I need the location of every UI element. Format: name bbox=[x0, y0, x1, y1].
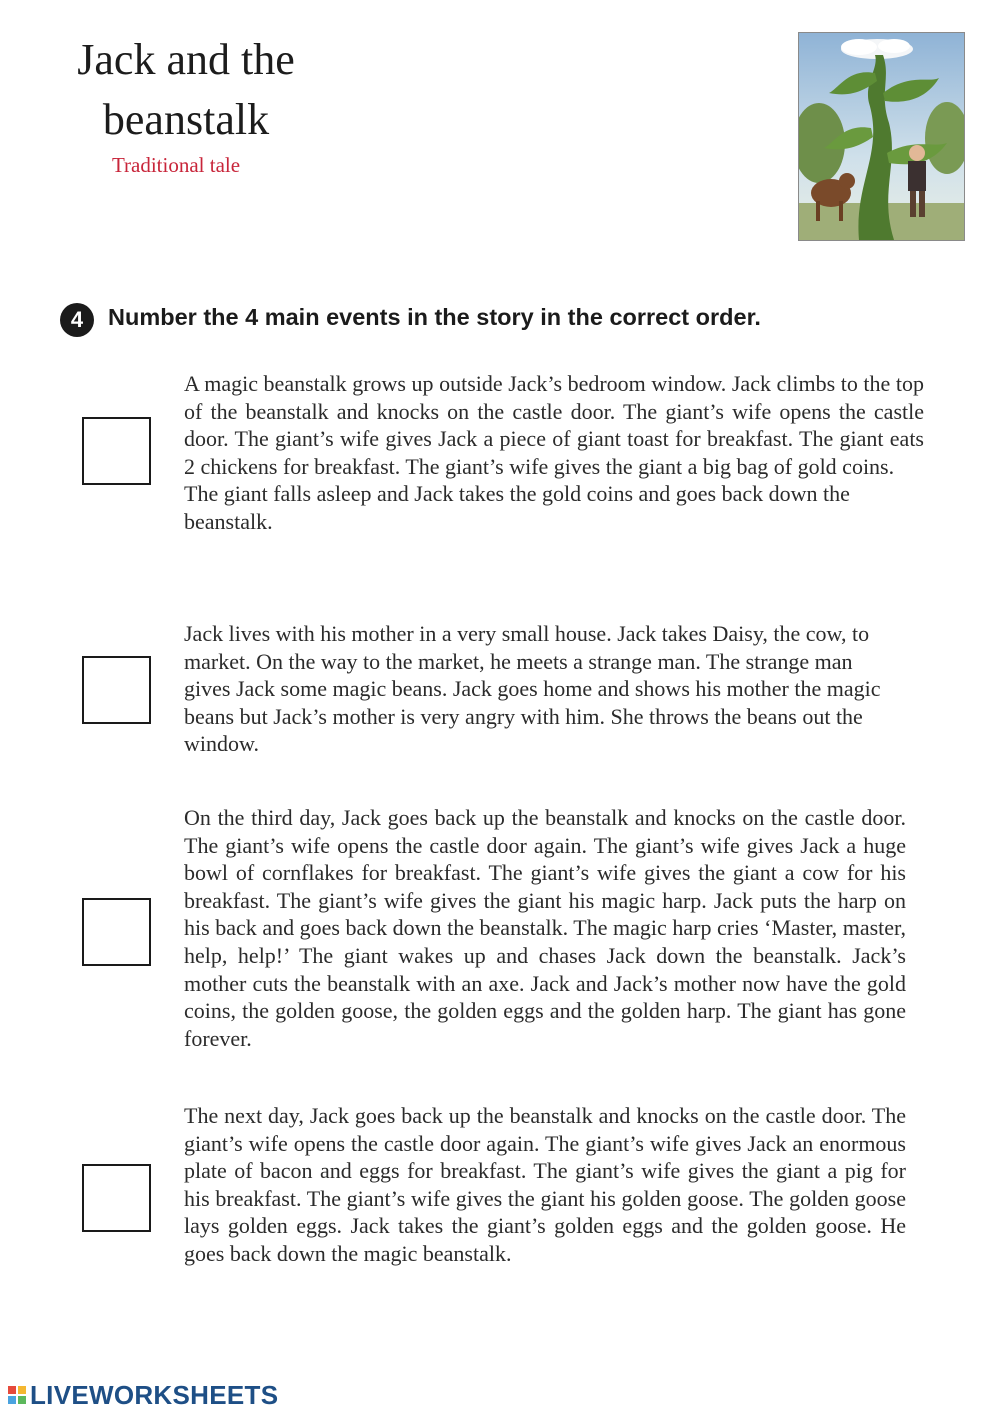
brand-name: LIVEWORKSHEETS bbox=[30, 1379, 279, 1410]
title-line-1: Jack and the bbox=[77, 35, 295, 84]
answer-box-2[interactable] bbox=[82, 656, 151, 724]
instruction-text: Number the 4 main events in the story in the correct order. bbox=[108, 304, 761, 330]
footer-brand bbox=[8, 1380, 278, 1410]
event-2-text: Jack lives with his mother in a very small house. Jack takes Daisy, the cow, to market. On the way to the market, he meets a strange man. The strange man gives Jack some magic beans. Jack goes home and shows his mother the magic beans but Jack’s mother is very angry with him. She throws the beans out the window. bbox=[184, 621, 881, 757]
question-number-badge: 4 bbox=[60, 303, 94, 337]
subtitle: Traditional tale bbox=[111, 153, 241, 177]
event-paragraph-2 bbox=[184, 620, 894, 758]
event-paragraph-1 bbox=[184, 370, 924, 536]
answer-box-1[interactable] bbox=[82, 417, 151, 485]
answer-box-4[interactable] bbox=[82, 1164, 151, 1232]
title-line-2: beanstalk bbox=[102, 95, 270, 144]
event-3-text: On the third day, Jack goes back up the beanstalk and knocks on the castle door. The giant’s wife opens the castle door again. The giant’s wife gives Jack a huge bowl of cornflakes for breakfast. The giant’s wife gives the giant a cow for his breakfast. The giant’s wife gives the giant his magic harp. Jack puts the harp on his back and goes back down the beanstalk. The magic harp cries ‘Master, master, help, help!’ The giant wakes up and chases Jack down the beanstalk. Jack’s mother cuts the beanstalk with an axe. Jack and Jack’s mother now have the gold coins, the golden goose, the golden eggs and the golden harp. The giant has gone forever. bbox=[184, 805, 906, 1051]
event-1-text-continued: The giant falls asleep and Jack takes the gold coins and goes back down the beanstalk. bbox=[184, 481, 850, 534]
page-title bbox=[66, 30, 306, 150]
event-1-text: A magic beanstalk grows up outside Jack’s bedroom window. Jack climbs to the top of the beanstalk and knocks on the castle door. The giant’s wife opens the castle door. The giant’s wife gives Jack a piece of giant toast for breakfast. The giant eats 2 chickens for breakfast. The giant’s wife gives the giant a big bag of gold coins. bbox=[184, 371, 924, 479]
event-4-text: The next day, Jack goes back up the beanstalk and knocks on the castle door. The giant’s wife opens the castle door again. The giant’s wife gives Jack an enormous plate of bacon and eggs for breakfast. The giant’s wife gives the giant a pig for his breakfast. The giant’s wife gives the giant his golden goose. The golden goose lays golden eggs. Jack takes the giant’s golden eggs and the golden goose. He goes back down the magic beanstalk. bbox=[184, 1103, 906, 1266]
event-paragraph-4 bbox=[184, 1102, 906, 1268]
beanstalk-illustration-image bbox=[799, 33, 964, 240]
story-illustration bbox=[798, 32, 965, 241]
event-paragraph-3 bbox=[184, 804, 906, 1052]
liveworksheets-logo-icon bbox=[8, 1386, 26, 1404]
answer-box-3[interactable] bbox=[82, 898, 151, 966]
